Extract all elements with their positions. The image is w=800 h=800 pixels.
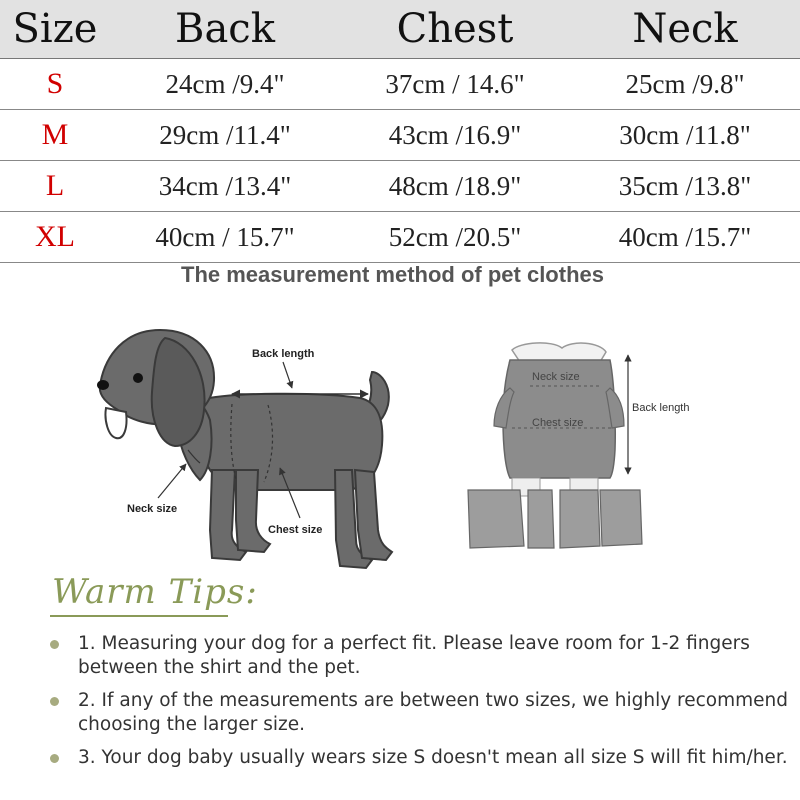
dog-back-length-label: Back length	[252, 348, 315, 360]
neck-value: 40cm /15.7"	[618, 221, 752, 252]
list-item	[48, 689, 788, 737]
header-back: Back	[110, 0, 340, 59]
garment-neck-size-label: Neck size	[532, 371, 580, 383]
tip-text: 2. If any of the measurements are between two sizes, we highly recommend choosing the larger size.	[78, 690, 789, 735]
size-label: XL	[35, 220, 75, 253]
chest-value: 37cm / 14.6"	[385, 68, 525, 99]
list-item	[48, 632, 788, 680]
chest-value: 52cm /20.5"	[388, 221, 522, 252]
neck-size-pointer	[158, 464, 186, 498]
neck-value: 30cm /11.8"	[619, 119, 751, 150]
eye-shape	[133, 373, 143, 383]
header-neck: Neck	[570, 0, 800, 59]
tip-text: 3. Your dog baby usually wears size S doesn't mean all size S will fit him/her.	[78, 747, 788, 768]
dog-neck-size-label: Neck size	[127, 503, 178, 515]
bullet-icon	[50, 754, 59, 763]
warm-tips-title: Warm Tips:	[52, 572, 258, 612]
size-label: L	[45, 169, 65, 202]
dog-illustration	[100, 330, 392, 568]
nose-shape	[97, 380, 109, 390]
warm-tips-underline	[50, 615, 228, 617]
dog-chest-size-label: Chest size	[268, 524, 323, 536]
list-item	[48, 746, 788, 770]
back-value: 24cm /9.4"	[165, 68, 285, 99]
size-label: S	[46, 67, 64, 100]
neck-value: 35cm /13.8"	[618, 170, 752, 201]
back-value: 40cm / 15.7"	[155, 221, 295, 252]
back-value: 29cm /11.4"	[159, 119, 291, 150]
bullet-icon	[50, 640, 59, 649]
header-chest: Chest	[340, 0, 570, 59]
tip-text: 1. Measuring your dog for a perfect fit. Please leave room for 1-2 fingers between the shirt and the pet.	[78, 633, 750, 678]
back-length-pointer	[283, 362, 292, 388]
bullet-icon	[50, 697, 59, 706]
neck-value: 25cm /9.8"	[625, 68, 745, 99]
garment-back-length-label: Back length	[632, 402, 690, 414]
back-value: 34cm /13.4"	[158, 170, 292, 201]
size-label: M	[41, 118, 69, 151]
warm-tips-list	[48, 632, 788, 779]
chest-value: 48cm /18.9"	[388, 170, 522, 201]
measurement-method-title: The measurement method of pet clothes	[181, 262, 604, 287]
tongue-shape	[105, 408, 126, 438]
chest-value: 43cm /16.9"	[388, 119, 522, 150]
header-size: Size	[0, 0, 110, 59]
garment-chest-size-label: Chest size	[532, 417, 584, 429]
